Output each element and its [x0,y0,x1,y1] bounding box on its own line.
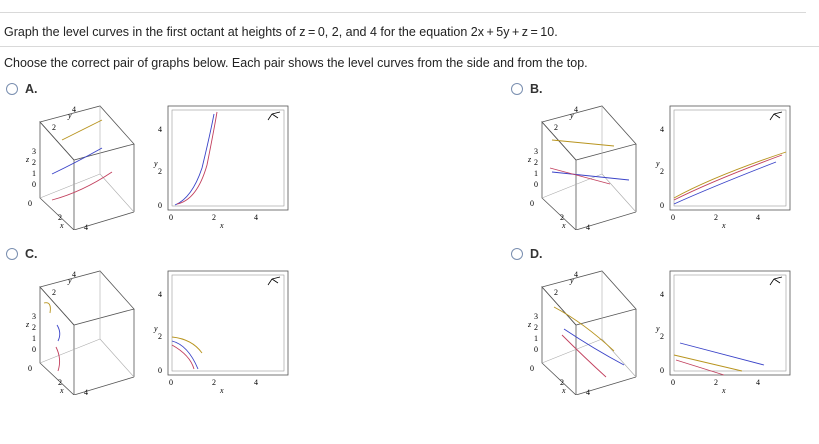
side-tick-x: 2 [58,213,62,222]
option-a[interactable] [6,82,38,96]
top-tick-x: 0 [671,378,675,387]
side-tick-z: 3 [534,312,538,321]
box-hidden-edge [40,339,100,363]
option-a-label: A. [25,82,38,96]
box-edge [576,212,636,230]
top-frame-outer [168,271,288,375]
side-tick-z: 0 [534,180,538,189]
top-tick-y: 4 [158,125,162,134]
side-axis-label-x: x [562,386,566,395]
side-view-graph [25,105,134,230]
option-b[interactable] [511,82,543,96]
top-tick-y: 0 [158,366,162,375]
level-curve-z4 [44,303,50,313]
box-edge [576,377,636,395]
orientation-glyph-icon [268,277,280,285]
box-top-face [542,271,636,325]
top-tick-y: 2 [660,332,664,341]
top-tick-y: 2 [158,332,162,341]
side-tick-z: 1 [534,334,538,343]
box-hidden-edge [602,174,636,212]
option-c-graphs [22,265,292,400]
level-curve-z0 [177,112,217,204]
top-view-graph [655,106,790,230]
side-view-graph [527,270,636,395]
top-axis-label-y: y [154,324,158,333]
top-frame-inner [172,110,284,206]
side-axis-label-y: y [570,276,574,285]
side-tick-z: 2 [534,158,538,167]
top-tick-x: 0 [169,213,173,222]
top-frame-inner [172,275,284,371]
side-view-graph [527,105,636,230]
top-tick-y: 0 [660,201,664,210]
top-tick-x: 4 [254,378,258,387]
option-a-radio[interactable] [6,83,18,95]
option-b-radio[interactable] [511,83,523,95]
level-curve-z0 [56,347,60,371]
option-d-graphs [524,265,794,400]
box-hidden-edge [100,174,134,212]
level-curve-z2 [564,329,624,365]
side-tick-z: 3 [534,147,538,156]
top-axis-label-x: x [220,386,224,395]
side-tick-x: 0 [530,364,534,373]
box-left-face [542,122,576,230]
side-tick-y: 4 [72,105,76,114]
side-tick-y: 2 [554,123,558,132]
side-tick-z: 2 [32,323,36,332]
top-divider [0,12,806,13]
side-tick-x: 0 [28,364,32,373]
top-tick-y: 4 [660,290,664,299]
option-d-radio[interactable] [511,248,523,260]
level-curve-z0 [562,335,606,377]
side-tick-x: 2 [58,378,62,387]
option-d-label: D. [530,247,543,261]
level-curve-z2 [52,148,102,174]
top-tick-x: 4 [756,213,760,222]
option-d[interactable] [511,247,543,261]
option-b-label: B. [530,82,543,96]
top-tick-x: 2 [212,213,216,222]
side-tick-z: 1 [534,169,538,178]
top-frame-outer [670,106,790,210]
side-tick-z: 1 [32,334,36,343]
top-tick-y: 4 [660,125,664,134]
side-tick-z: 2 [534,323,538,332]
box-left-face [542,287,576,395]
option-a-graph-pair [22,100,292,230]
top-frame-outer [168,106,288,210]
top-axis-label-y: y [154,159,158,168]
level-curve-z2 [680,343,764,365]
side-axis-label-z: z [528,155,532,164]
side-tick-x: 4 [586,223,590,230]
box-edge [74,212,134,230]
side-tick-z: 3 [32,147,36,156]
side-tick-y: 4 [574,270,578,279]
top-axis-label-x: x [220,221,224,230]
option-c-radio[interactable] [6,248,18,260]
side-axis-label-y: y [570,111,574,120]
option-a-graphs [22,100,292,235]
side-tick-y: 4 [574,105,578,114]
level-curve-z0 [676,360,724,375]
top-tick-x: 4 [756,378,760,387]
top-tick-x: 2 [714,213,718,222]
side-tick-x: 0 [28,199,32,208]
level-curve-z4 [62,120,102,140]
top-axis-label-y: y [656,324,660,333]
top-tick-y: 2 [660,167,664,176]
side-tick-z: 2 [32,158,36,167]
top-tick-x: 0 [671,213,675,222]
top-tick-x: 0 [169,378,173,387]
side-tick-z: 1 [32,169,36,178]
top-tick-y: 2 [158,167,162,176]
side-tick-y: 2 [554,288,558,297]
option-c[interactable] [6,247,38,261]
top-tick-y: 0 [660,366,664,375]
box-top-face [40,106,134,160]
option-b-graph-pair [524,100,794,230]
side-tick-x: 0 [530,199,534,208]
side-tick-z: 3 [32,312,36,321]
side-tick-x: 2 [560,213,564,222]
top-view-graph [153,271,288,395]
box-hidden-edge [542,174,602,198]
box-left-face [40,122,74,230]
box-edge [74,377,134,395]
orientation-glyph-icon [770,277,782,285]
side-axis-label-y: y [68,111,72,120]
side-axis-label-x: x [60,386,64,395]
option-c-graph-pair [22,265,292,395]
side-tick-y: 2 [52,288,56,297]
box-top-face [40,271,134,325]
side-tick-y: 2 [52,123,56,132]
level-curve-z2 [57,325,60,341]
top-tick-x: 2 [212,378,216,387]
orientation-glyph-icon [268,112,280,120]
top-tick-y: 4 [158,290,162,299]
side-tick-x: 2 [560,378,564,387]
side-axis-label-x: x [562,221,566,230]
side-axis-label-x: x [60,221,64,230]
top-tick-y: 0 [158,201,162,210]
side-axis-label-y: y [68,276,72,285]
option-c-label: C. [25,247,38,261]
side-tick-x: 4 [586,388,590,395]
level-curve-z4 [554,307,614,351]
top-axis-label-y: y [656,159,660,168]
question-prompt: Graph the level curves in the first octant at heights of z = 0, 2, and 4 for the equation 2x + 5y + z = 10. [4,25,558,39]
top-tick-x: 2 [714,378,718,387]
box-hidden-edge [542,339,602,363]
prompt-divider [0,46,819,47]
side-tick-z: 0 [32,180,36,189]
orientation-glyph-icon [770,112,782,120]
option-b-graphs [524,100,794,235]
side-axis-label-z: z [26,155,30,164]
side-tick-z: 0 [534,345,538,354]
side-tick-x: 4 [84,388,88,395]
top-view-graph [153,106,288,230]
top-frame-inner [674,275,786,371]
side-tick-x: 4 [84,223,88,230]
side-axis-label-z: z [26,320,30,329]
side-axis-label-z: z [528,320,532,329]
level-curve-z2 [674,162,776,204]
top-frame-outer [670,271,790,375]
top-axis-label-x: x [722,386,726,395]
box-hidden-edge [100,339,134,377]
option-d-graph-pair [524,265,794,395]
side-tick-z: 0 [32,345,36,354]
box-top-face [542,106,636,160]
level-curve-z0 [550,168,610,184]
side-view-graph [25,270,134,395]
top-axis-label-x: x [722,221,726,230]
level-curve-z0 [674,155,782,200]
top-tick-x: 4 [254,213,258,222]
level-curve-z0 [52,172,112,200]
side-tick-y: 4 [72,270,76,279]
level-curve-z0 [172,345,194,369]
question-instruction: Choose the correct pair of graphs below. Each pair shows the level curves from the side and from the top. [4,56,588,70]
top-view-graph [655,271,790,395]
